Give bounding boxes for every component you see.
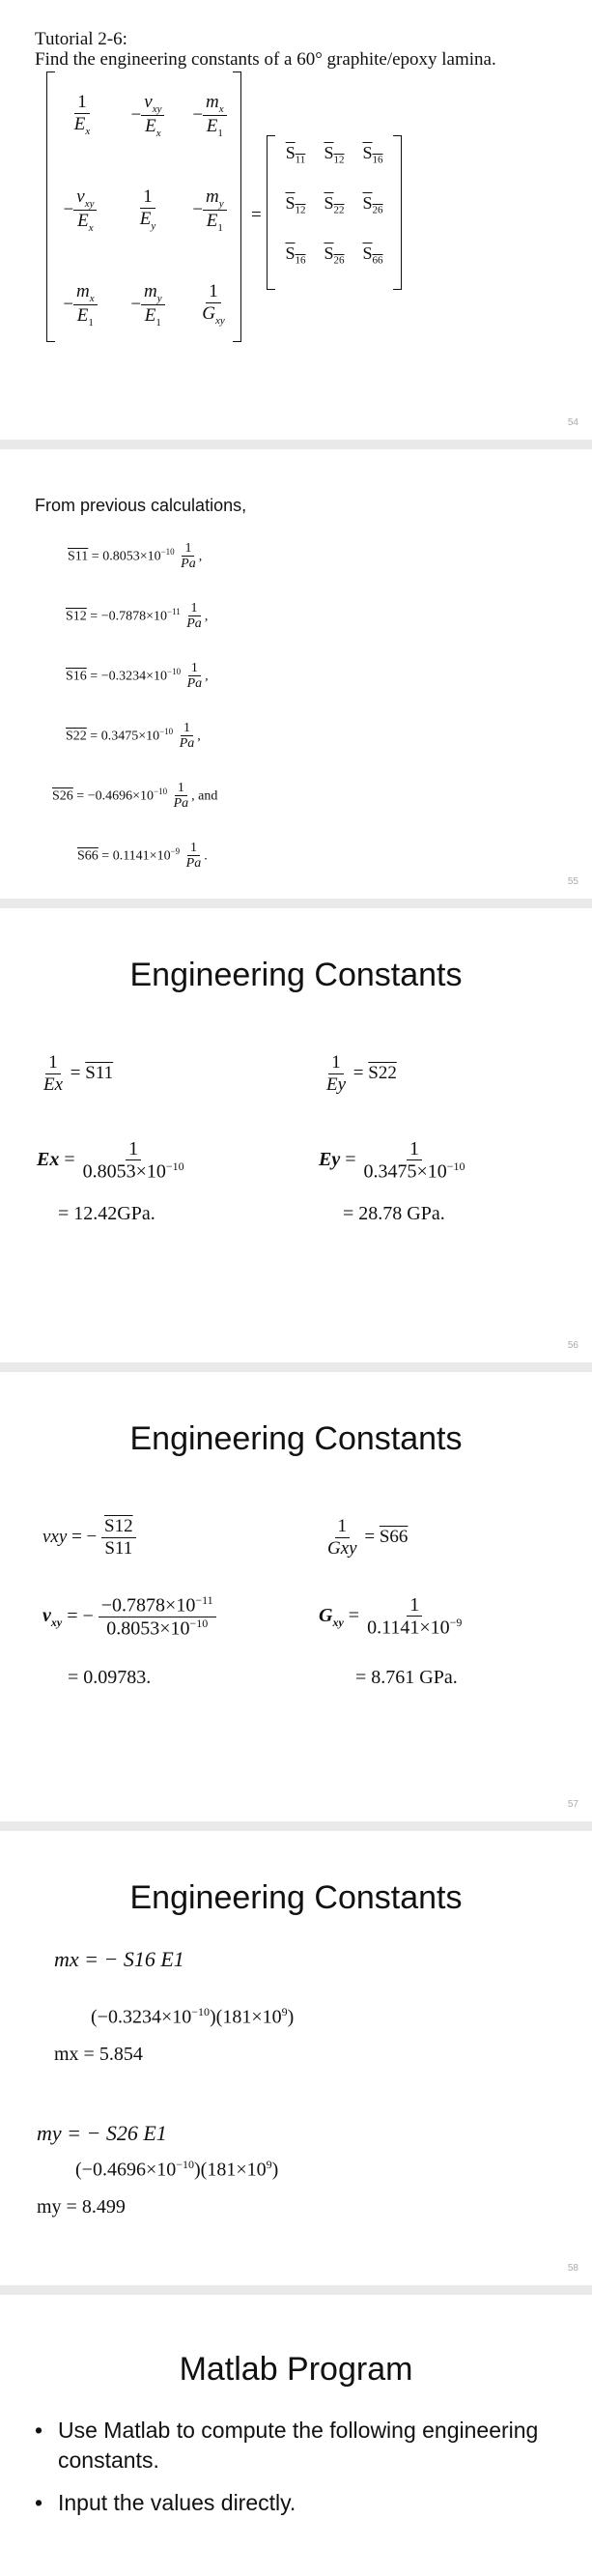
sbar-matrix: [267, 135, 402, 290]
sbar-cell: $S_{12}$: [285, 193, 306, 216]
matrix-cell: − $\frac{m_x}{E_1}$: [51, 282, 109, 329]
nuxy-den-exp: −10: [189, 1616, 209, 1630]
calc-exponent: −10: [160, 546, 175, 557]
bullet-dot: •: [35, 2418, 43, 2443]
matrix-cell: − $\frac{m_x}{E_1}$: [183, 93, 237, 139]
slide-engineering-constants-2: [0, 1372, 592, 1821]
unit-fraction: $\frac{1}{Pa}$: [185, 841, 202, 872]
calc-line: $S26 = -0.4696\times 10^{-10}$ $\frac{1}{Pa}$ , and: [52, 781, 218, 812]
gxy-den-exp: −9: [449, 1616, 463, 1629]
page-number: 55: [567, 876, 578, 887]
ex-denominator: 0.8053×10: [82, 1160, 166, 1183]
calc-value: −0.7878×10: [100, 609, 167, 624]
calc-symbol: S66: [77, 848, 99, 864]
calc-value: −0.3234×10: [100, 669, 167, 684]
nuxy-def-num: S12: [101, 1517, 136, 1538]
matrix-cell: − $\frac{\nu_{xy}}{E_x}$: [51, 187, 109, 234]
ex-result: = 12.42GPa.: [58, 1203, 155, 1224]
bullet-dot: •: [35, 2490, 43, 2515]
calc-symbol: S26: [52, 788, 73, 804]
calc-symbol: S11: [68, 549, 89, 564]
unit-fraction: $\frac{1}{Pa}$: [181, 541, 196, 572]
compliance-matrix: [46, 72, 241, 342]
my-calc-b-exp: 9: [266, 2158, 272, 2171]
sbar-cell: $S_{22}$: [324, 193, 345, 216]
nuxy-denominator: 0.8053×10: [106, 1617, 190, 1640]
nuxy-def-lhs: νxy: [42, 1527, 68, 1548]
matrix-cell: − $\frac{\nu_{xy}}{E_x}$: [117, 93, 179, 139]
calc-line: $S22 = 0.3475\times 10^{-10}$ $\frac{1}{Pa}$ ,: [66, 721, 201, 752]
tutorial-title: Tutorial 2-6:: [35, 29, 127, 49]
slide-previous-calculations: [0, 449, 592, 899]
slide-title: Matlab Program: [179, 2351, 413, 2388]
matrix-cell: − $\frac{m_y}{E_1}$: [183, 187, 237, 234]
calc-symbol: S22: [66, 729, 87, 744]
slide-tutorial: [0, 0, 592, 440]
calc-line: $S11 = 0.8053\times 10^{-10}$ $\frac{1}{Pa}$ ,: [68, 541, 203, 572]
gxy-equation: $G_{xy}$ = $\frac{1}{0.1141\times 10^{-9}}$: [319, 1594, 463, 1639]
nuxy-definition: νxy = − $\frac{S12}{S11}$: [42, 1517, 136, 1560]
sbar-cell: $S_{16}$: [285, 243, 306, 267]
my-calc-b: )(181×10: [194, 2159, 267, 2181]
calc-exponent: −10: [167, 666, 182, 676]
calc-value: 0.8053×10: [102, 549, 161, 564]
unit-fraction: $\frac{1}{Pa}$: [173, 781, 189, 812]
sbar-cell: $S_{16}$: [362, 143, 383, 166]
mx-calc-b-exp: 9: [281, 2005, 288, 2018]
ey-definition: $\frac{1}{Ey}$ = S22: [326, 1052, 397, 1095]
calc-tail: ,: [204, 609, 209, 624]
calc-tail: ,: [205, 669, 209, 684]
ey-eq-lhs: Ey: [319, 1148, 341, 1170]
ey-equation: Ey = $\frac{1}{0.3475\times 10^{-10}}$: [319, 1138, 465, 1183]
my-calc-a-exp: −10: [176, 2158, 194, 2171]
slide-title: Engineering Constants: [129, 957, 463, 993]
page-number: 57: [567, 1799, 578, 1810]
calc-tail: , and: [191, 788, 218, 804]
my-definition: my = − S26 E1: [37, 2121, 167, 2145]
mx-calc-a: (−0.3234×10: [91, 2006, 192, 2028]
ey-def-lhs: Ey: [326, 1073, 347, 1095]
bullet-text: Input the values directly.: [58, 2490, 296, 2515]
slide-title: Engineering Constants: [129, 1420, 463, 1457]
slide-title: Engineering Constants: [129, 1879, 463, 1916]
nuxy-result: = 0.09783.: [68, 1667, 152, 1688]
ey-denominator: 0.3475×10: [363, 1160, 447, 1183]
calc-line: $S16 = -0.3234\times 10^{-10}$ $\frac{1}{Pa}$ ,: [66, 661, 209, 692]
calc-exponent: −9: [170, 845, 181, 856]
unit-fraction: $\frac{1}{Pa}$: [179, 721, 195, 752]
ex-numerator: 1: [126, 1138, 141, 1160]
my-calc-a: (−0.4696×10: [75, 2159, 177, 2181]
gxy-denominator: 0.1141×10: [367, 1617, 450, 1639]
bullet-text: Use Matlab to compute the following engineering constants.: [58, 2418, 539, 2473]
matrix-cell: $\frac{1}{E_y}$: [139, 186, 156, 232]
gxy-def-lhs: Gxy: [327, 1537, 357, 1559]
matrix-cell: $\frac{1}{G_{xy}}$: [202, 281, 225, 327]
slide-engineering-constants-3: [0, 1831, 592, 2285]
calc-line: $S66 = 0.1141\times 10^{-9}$ $\frac{1}{Pa}$ .: [77, 841, 208, 872]
bullet-item: [35, 2416, 556, 2476]
page-number: 56: [567, 1340, 578, 1351]
ex-definition: $\frac{1}{Ex}$ = S11: [43, 1052, 114, 1095]
ex-def-lhs: Ex: [43, 1073, 64, 1095]
ex-den-exp: −10: [165, 1159, 184, 1173]
gxy-result: = 8.761 GPa.: [355, 1667, 458, 1688]
sbar-cell: $S_{12}$: [324, 143, 345, 166]
calc-value: −0.4696×10: [87, 788, 154, 804]
my-calculation: $(-0.4696\times 10^{-10})(181\times 10^9)$: [75, 2158, 279, 2181]
calc-tail: ,: [197, 729, 201, 744]
section-heading: From previous calculations,: [35, 496, 247, 515]
sbar-cell: $S_{11}$: [285, 143, 306, 166]
nuxy-equation: $\nu_{xy}$ = − $\frac{-0.7878\times 10^{-11}}{0.8053\times 10^{-10}}$: [42, 1594, 216, 1640]
sbar-cell: $S_{26}$: [362, 193, 383, 216]
gxy-def-rhs: S66: [379, 1527, 409, 1548]
page-number: 54: [567, 417, 578, 428]
nuxy-numerator: −0.7878×10: [100, 1594, 196, 1617]
mx-calc-b: )(181×10: [210, 2006, 282, 2028]
ey-den-exp: −10: [446, 1159, 465, 1173]
ey-def-rhs: S22: [368, 1063, 397, 1084]
page-number: 58: [567, 2263, 578, 2274]
nuxy-def-den: S11: [104, 1537, 133, 1559]
unit-fraction: $\frac{1}{Pa}$: [186, 601, 202, 632]
slide-matlab-program: [0, 2295, 592, 2576]
matrix-cell: − $\frac{m_y}{E_1}$: [119, 282, 177, 329]
bullet-item: [35, 2488, 556, 2518]
mx-definition: mx = − S16 E1: [54, 1947, 184, 1971]
mx-calc-a-exp: −10: [191, 2005, 210, 2018]
calc-exponent: −11: [167, 606, 181, 616]
mx-result: mx = 5.854: [54, 2044, 143, 2065]
ey-result: = 28.78 GPa.: [343, 1203, 445, 1224]
calc-line: $S12 = -0.7878\times 10^{-11}$ $\frac{1}{Pa}$ ,: [66, 601, 209, 632]
tutorial-subtitle: Find the engineering constants of a 60° graphite/epoxy lamina.: [35, 49, 496, 70]
nuxy-num-exp: −11: [195, 1593, 213, 1607]
mx-calculation: $(-0.3234\times 10^{-10})(181\times 10^9)$: [91, 2005, 295, 2028]
calc-exponent: −10: [154, 786, 168, 796]
slide-engineering-constants-1: [0, 908, 592, 1362]
unit-fraction: $\frac{1}{Pa}$: [186, 661, 203, 692]
ex-def-rhs: S11: [85, 1063, 114, 1084]
calc-tail: ,: [198, 549, 203, 564]
matrix-cell: $\frac{1}{E_x}$: [73, 92, 91, 137]
my-result: my = 8.499: [37, 2196, 126, 2218]
calc-value: 0.1141×10: [112, 848, 171, 864]
gxy-numerator: 1: [407, 1594, 422, 1617]
sbar-cell: $S_{66}$: [362, 243, 383, 267]
calc-symbol: S16: [66, 669, 87, 684]
ey-numerator: 1: [407, 1138, 422, 1160]
calc-tail: .: [204, 848, 208, 864]
sbar-cell: $S_{26}$: [324, 243, 345, 267]
calc-value: 0.3475×10: [100, 729, 160, 744]
ex-equation: Ex = $\frac{1}{0.8053\times 10^{-10}}$: [37, 1138, 184, 1183]
calc-exponent: −10: [159, 726, 174, 736]
equals-sign: =: [251, 205, 262, 225]
ex-eq-lhs: Ex: [37, 1148, 60, 1170]
calc-symbol: S12: [66, 609, 87, 624]
gxy-definition: $\frac{1}{\text{Gxy}}$ = S66: [327, 1516, 409, 1559]
